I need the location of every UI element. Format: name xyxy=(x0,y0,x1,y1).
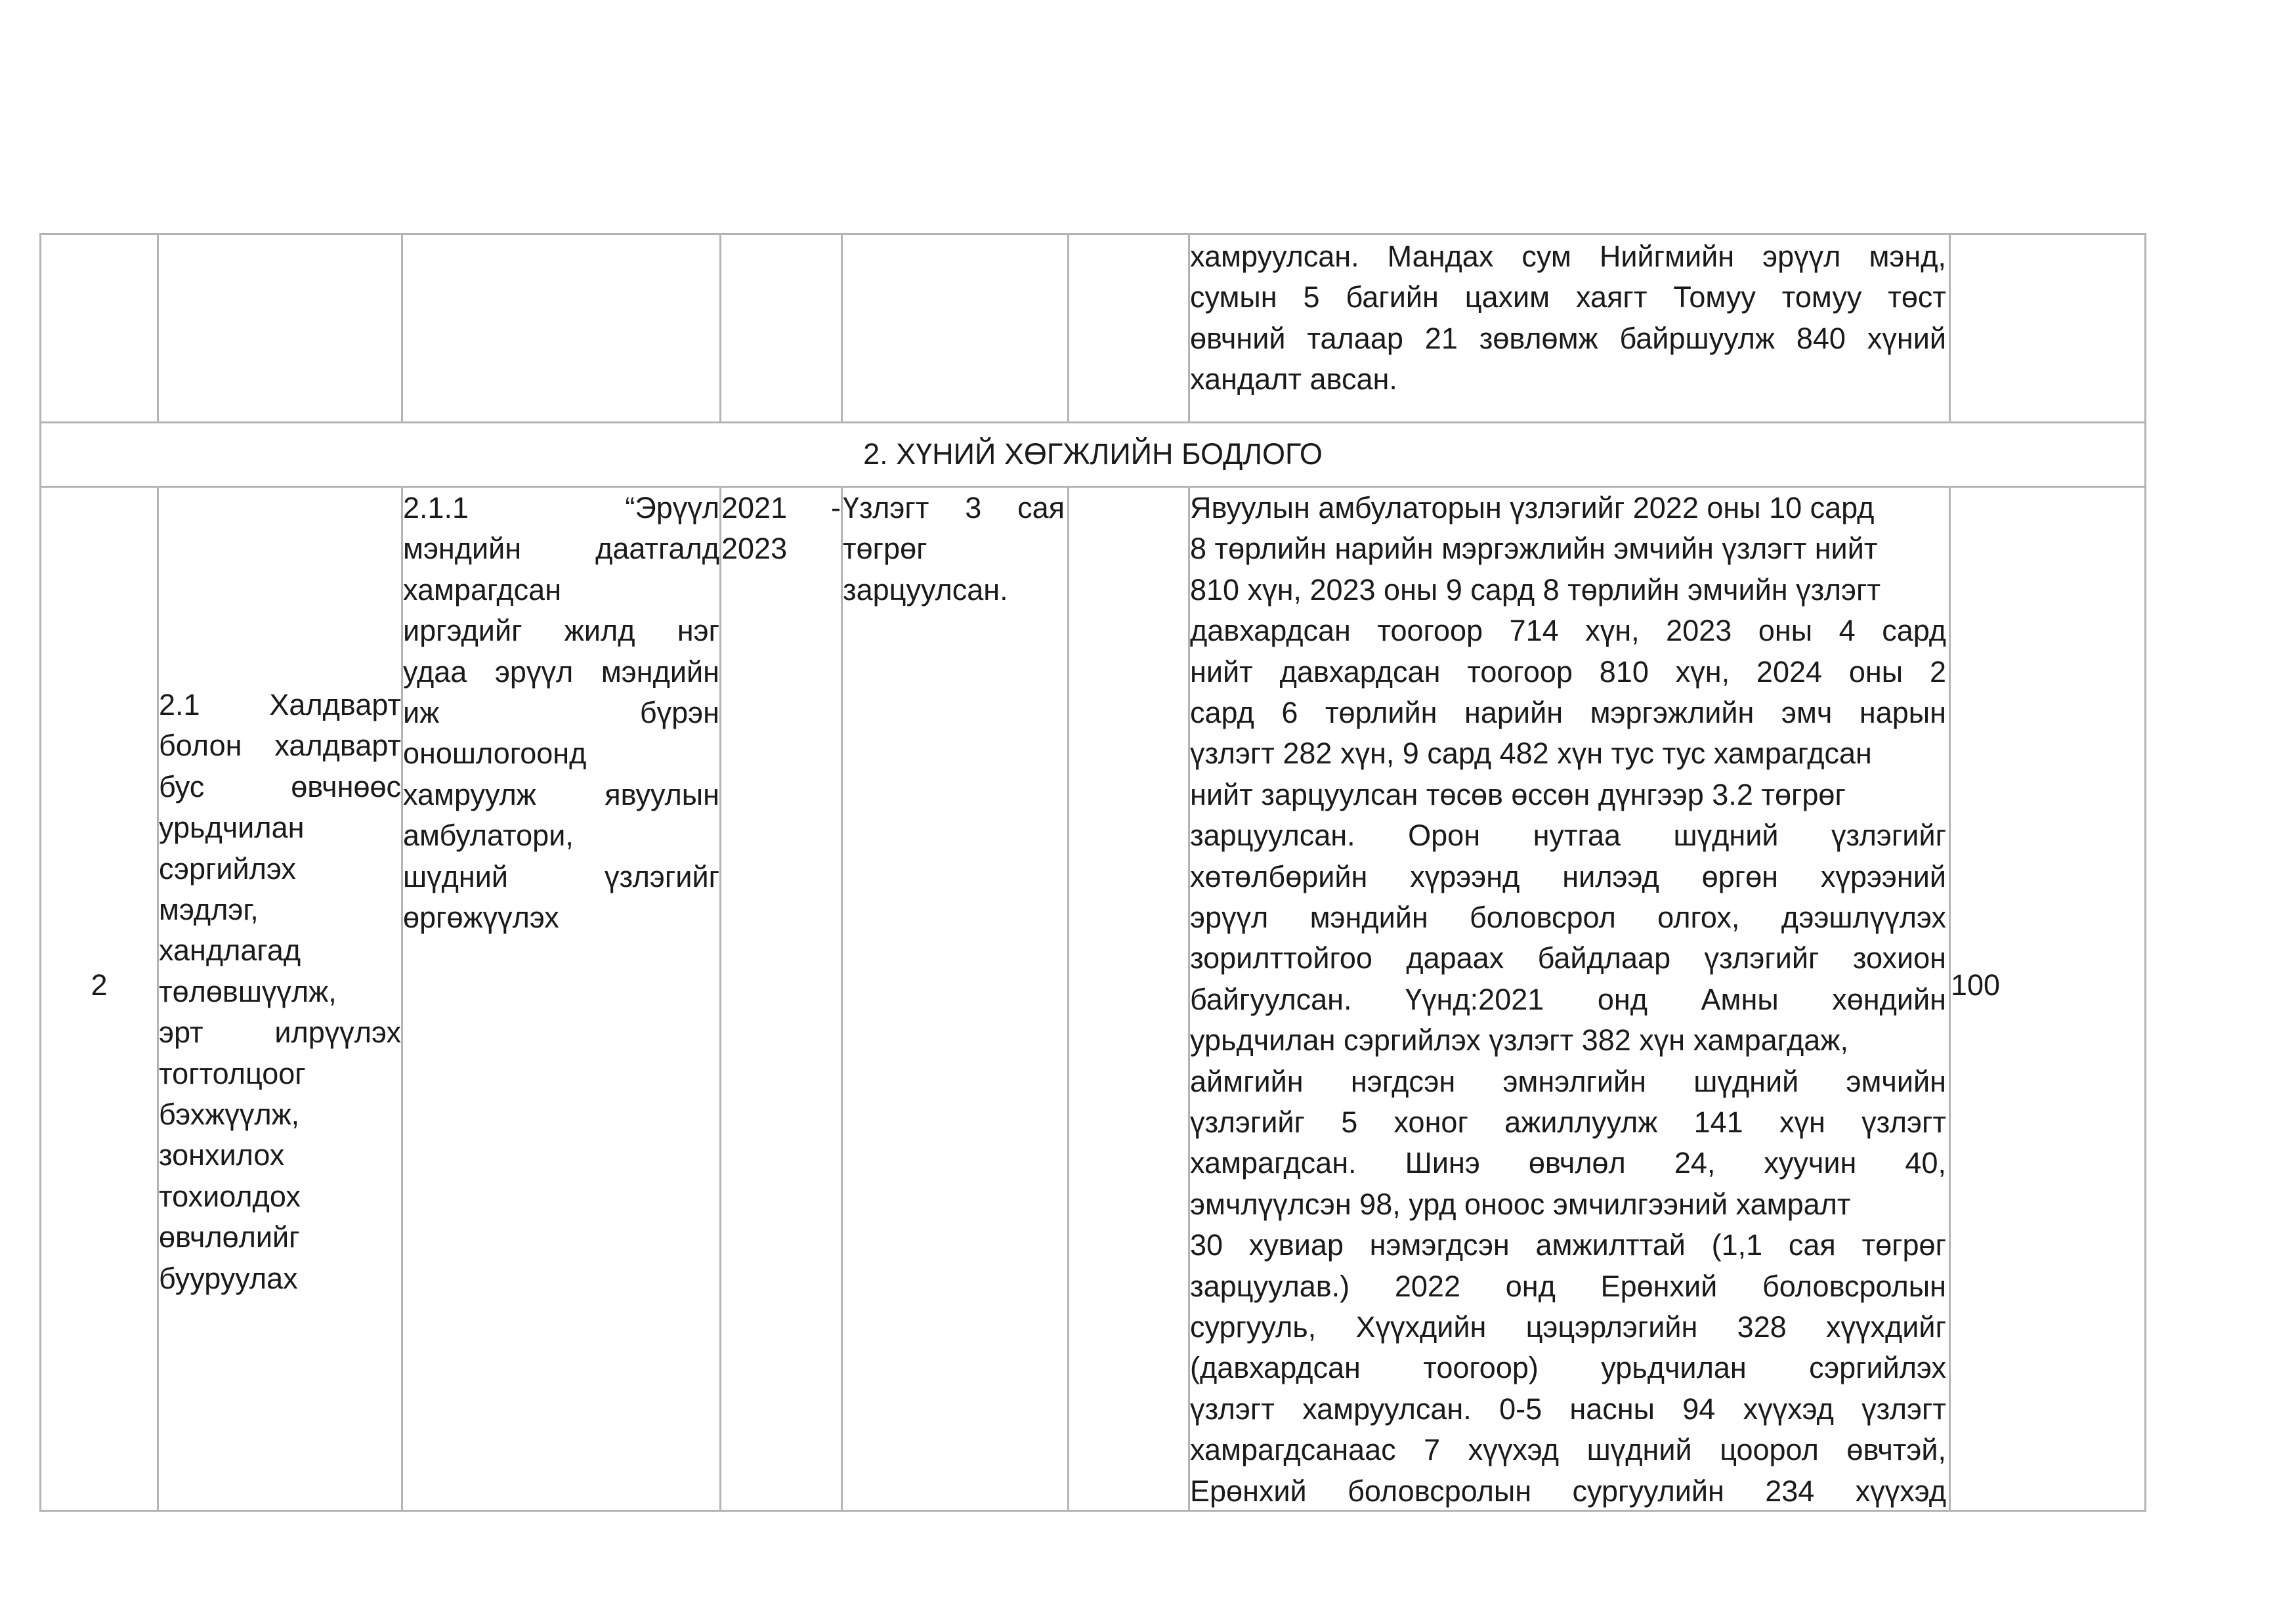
text-line: нийт давхардсан тоогоор 810 хүн, 2024 оны 2 xyxy=(1190,654,1946,689)
text-line: төгрөг xyxy=(843,532,927,566)
text-line: оношлогоонд xyxy=(403,737,587,771)
text-line: хамрагдсан xyxy=(403,572,562,607)
text-line: зарцуулсан. Орон нутгаа шүдний үзлэгийг xyxy=(1190,819,1946,853)
text-line: урьдчилан сэргийлэх үзлэгт 382 хүн хамрагдаж, xyxy=(1190,1023,1848,1058)
text-line: бууруулах xyxy=(159,1261,298,1295)
text-line: өргөжүүлэх xyxy=(403,901,559,934)
column-divider xyxy=(2144,233,2146,1512)
text-line: мэдлэг, xyxy=(159,893,259,926)
text-line: иж бүрэн xyxy=(403,696,719,729)
text-line: байгуулсан. Үүнд:2021 онд Амны хөндийн xyxy=(1190,982,1946,1016)
text-line: 30 хувиар нэмэгдсэн амжилттай (1,1 сая төгрөг xyxy=(1190,1228,1946,1262)
text-line: аймгийн нэгдсэн эмнэлгийн шүдний эмчийн xyxy=(1190,1064,1946,1098)
row-number: 2 xyxy=(91,968,108,1002)
text-line: зорилттойгоо дараах байдлаар үзлэгийг зохион xyxy=(1190,941,1946,975)
text-line: иргэдийг жилд нэг xyxy=(403,614,719,648)
text-line: эрт илрүүлэх xyxy=(159,1015,401,1050)
column-divider xyxy=(1067,486,1069,1511)
text-line: хандлагад xyxy=(159,933,301,968)
text-line: сард 6 төрлийн нарийн мэргэжлийн эмч нарын xyxy=(1190,696,1946,729)
text-line: үзлэгт 282 хүн, 9 сард 482 хүн тус тус хамрагдсан xyxy=(1190,737,1872,771)
text-line: хамрагдсанаас 7 хүүхэд шүдний цоорол өвчтэй, xyxy=(1190,1433,1946,1467)
column-divider xyxy=(719,233,721,422)
text-line: 2023 xyxy=(721,532,788,566)
text-line: шүдний үзлэгийг xyxy=(403,859,719,893)
score: 100 xyxy=(1951,968,2001,1002)
text-line: бус өвчнөөс xyxy=(159,769,401,803)
text-line: тохиолдох xyxy=(159,1179,301,1213)
text-line: эрүүл мэндийн боловсрол олгох, дээшлүүлэх xyxy=(1190,901,1946,934)
text-line: Явуулын амбулаторын үзлэгийг 2022 оны 10 сард xyxy=(1190,491,1875,524)
text-line: төлөвшүүлж, xyxy=(159,974,337,1008)
text-line: өвчний талаар 21 зөвлөмж байршуулж 840 хүний xyxy=(1190,321,1946,355)
text-line: болон халдварт xyxy=(159,729,401,763)
text-line: 2021 - xyxy=(721,491,841,524)
text-line: тогтолцоог xyxy=(159,1056,306,1090)
text-line: Ерөнхий боловсролын сургуулийн 234 хүүхэд xyxy=(1190,1474,1946,1508)
text-line: үзлэгт хамруулсан. 0-5 насны 94 хүүхэд үзлэгт xyxy=(1190,1392,1946,1426)
text-line: зарцуулав.) 2022 онд Ерөнхий боловсролын xyxy=(1190,1269,1946,1303)
text-line: давхардсан тоогоор 714 хүн, 2023 оны 4 сард xyxy=(1190,614,1946,648)
continued-result-cell xyxy=(1190,235,1949,421)
text-line: сумын 5 багийн цахим хаягт Томуу томуу төст xyxy=(1190,280,1946,314)
column-divider xyxy=(1067,233,1069,422)
text-line: өвчлөлийг xyxy=(159,1220,300,1254)
text-line: 810 хүн, 2023 оны 9 сард 8 төрлийн эмчийн үзлэгт xyxy=(1190,572,1881,607)
text-line: хамрагдсан. Шинэ өвчлөл 24, хуучин 40, xyxy=(1190,1146,1946,1180)
text-line: хандалт авсан. xyxy=(1190,362,1397,396)
text-line: нийт зарцуулсан төсөв өссөн дүнгээр 3.2 төгрөг xyxy=(1190,777,1846,811)
column-divider xyxy=(401,233,403,422)
column-divider xyxy=(841,486,843,1511)
text-line: эмчлүүлсэн 98, урд оноос эмчилгээний хамралт xyxy=(1190,1187,1851,1221)
text-line: 2.1 Халдварт xyxy=(159,688,401,721)
text-line: мэндийн даатгалд xyxy=(403,532,719,566)
text-line: сэргийлэх xyxy=(159,851,296,886)
text-line: хөтөлбөрийн хүрээнд нилээд өргөн хүрээний xyxy=(1190,859,1946,893)
column-divider xyxy=(1949,233,1951,422)
text-line: Үзлэгт 3 сая xyxy=(843,491,1065,524)
text-line: урьдчилан xyxy=(159,811,305,845)
text-line: хамруулсан. Мандах сум Нийгмийн эрүүл мэнд, xyxy=(1190,240,1946,273)
column-divider xyxy=(841,233,843,422)
column-divider xyxy=(719,486,721,1511)
text-line: 8 төрлийн нарийн мэргэжлийн эмчийн үзлэгт нийт xyxy=(1190,532,1878,566)
text-line: сургууль, Хүүхдийн цэцэрлэгийн 328 хүүхдийг xyxy=(1190,1310,1946,1344)
text-line: зонхилох xyxy=(159,1138,285,1172)
section-header: 2. ХҮНИЙ ХӨГЖЛИЙН БОДЛОГО xyxy=(863,437,1323,471)
text-line: бэхжүүлж, xyxy=(159,1098,300,1131)
text-line: хамруулж явуулын xyxy=(403,777,719,811)
text-line: амбулатори, xyxy=(403,819,574,853)
column-divider xyxy=(157,233,159,422)
text-line: удаа эрүүл мэндийн xyxy=(403,654,719,689)
text-line: 2.1.1 “Эрүүл xyxy=(403,491,719,524)
text-line: (давхардсан тоогоор) урьдчилан сэргийлэх xyxy=(1190,1351,1946,1385)
text-line: зарцуулсан. xyxy=(843,572,1008,607)
text-line: үзлэгийг 5 хоног ажиллуулж 141 хүн үзлэгт xyxy=(1190,1105,1946,1139)
